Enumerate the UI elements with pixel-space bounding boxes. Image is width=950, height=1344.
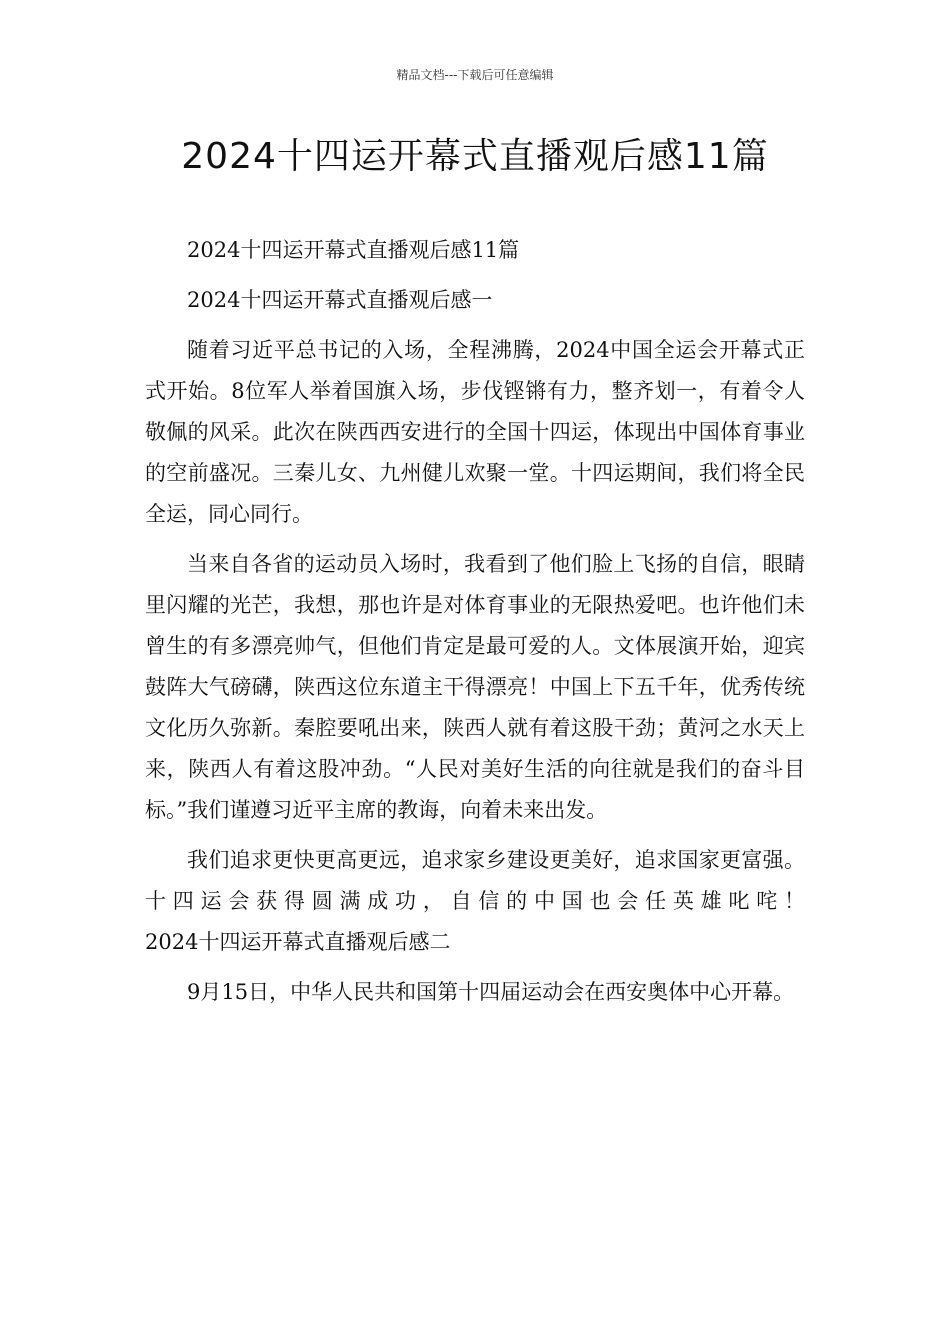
paragraph-section-heading-1: 2024十四运开幕式直播观后感一 xyxy=(187,288,493,312)
paragraph-section-heading-2: 2024十四运开幕式直播观后感二 xyxy=(145,930,451,954)
page-header: 精品文档---下载后可任意编辑 xyxy=(396,68,554,82)
paragraph-body-2: 当来自各省的运动员入场时，我看到了他们脸上飞扬的自信，眼睛里闪耀的光芒，我想，那也许是对体育事业的无限热爱吧。也许他们未曾生的有多漂亮帅气，但他们肯定是最可爱的人。文体展演开始，迎宾鼓阵大气磅礴，陕西这位东道主干得漂亮！中国上下五千年，优秀传统文化历久弥新。秦腔要吼出来，陕西人就有着这股干劲；黄河之水天上来，陕西人有着这股冲劲。“人民对美好生活的向往就是我们的奋斗目标。”我们谨遵习近平主席的教诲，向着未来出发。 xyxy=(145,552,805,822)
paragraph-body-4: 9月15日，中华人民共和国第十四届运动会在西安奥体中心开幕。 xyxy=(187,980,795,1004)
document-body xyxy=(145,230,805,1022)
paragraph-body-1: 随着习近平总书记的入场，全程沸腾，2024中国全运会开幕式正式开始。8位军人举着国旗入场，步伐铿锵有力，整齐划一，有着令人敬佩的风采。此次在陕西西安进行的全国十四运，体现出中国体育事业的空前盛况。三秦儿女、九州健儿欢聚一堂。十四运期间，我们将全民全运，同心同行。 xyxy=(145,338,805,526)
document-title: 2024十四运开幕式直播观后感11篇 xyxy=(181,136,769,177)
paragraph-body-3: 我们追求更快更高更远，追求家乡建设更美好，追求国家更富强。十四运会获得圆满成功，自信的中国也会任英雄叱咤！ xyxy=(145,848,805,913)
paragraph-subtitle: 2024十四运开幕式直播观后感11篇 xyxy=(187,238,520,262)
